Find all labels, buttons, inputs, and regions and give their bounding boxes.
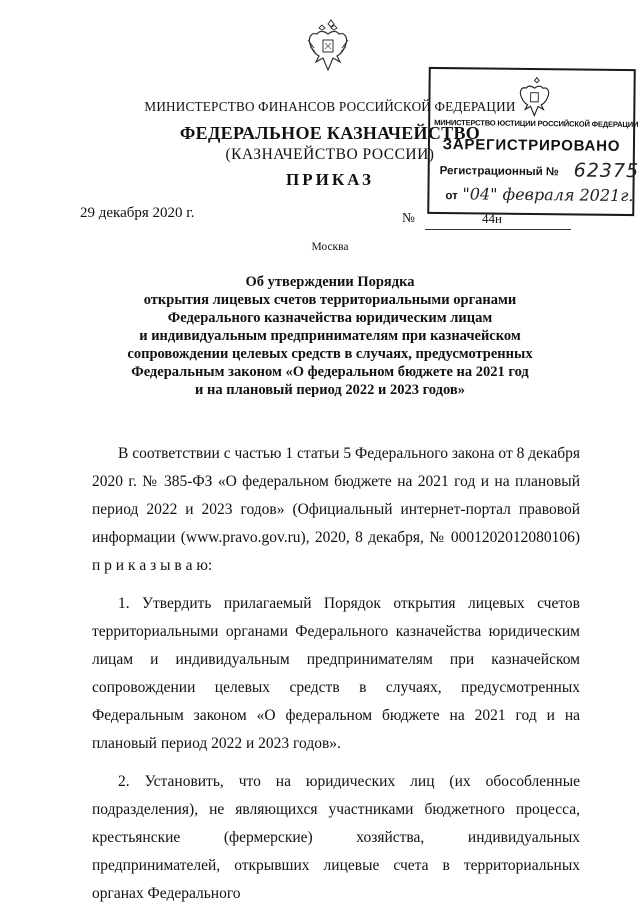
agency-short-name: (КАЗНАЧЕЙСТВО РОССИИ) — [225, 146, 435, 163]
ministry-name: МИНИСТЕРСТВО ФИНАНСОВ РОССИЙСКОЙ ФЕДЕРАЦИИ — [144, 99, 516, 114]
heading-line: открытия лицевых счетов территориальными органами — [143, 292, 517, 308]
stamp-registration-label: Регистрационный № — [439, 165, 559, 179]
document-heading — [90, 273, 570, 399]
heading-line: и на плановый период 2022 и 2023 годов» — [195, 382, 465, 398]
registration-stamp — [427, 67, 640, 216]
item-2-paragraph: 2. Установить, что на юридических лиц (их обособленные подразделения), не являющихся участниками бюджетного процесса, крестьянские (фермерские) хозяйства, индивидуальных предпринимателей, открывших лицевые счета в территориальных органах Федерального — [92, 773, 580, 902]
heading-line: Федеральным законом «О федеральном бюджете на 2021 год — [131, 364, 529, 380]
stamp-date-label: от — [445, 190, 458, 203]
stamp-status: ЗАРЕГИСТРИРОВАНО — [442, 136, 621, 155]
heading-line: Федерального казначейства юридическим лицам — [167, 310, 493, 326]
heading-line: и индивидуальным предпринимателям при казначейском — [139, 328, 521, 344]
agency-name: ФЕДЕРАЛЬНОЕ КАЗНАЧЕЙСТВО — [179, 123, 481, 143]
stamp-date-value: "04" февраля 2021г. — [462, 184, 634, 206]
city: Москва — [311, 241, 349, 253]
order-date: 29 декабря 2020 г. — [80, 205, 195, 221]
document-body — [92, 440, 580, 916]
stamp-emblem-icon — [516, 76, 552, 120]
coat-of-arms-emblem — [305, 18, 351, 76]
heading-line: Об утверждении Порядка — [245, 274, 415, 290]
preamble-paragraph: В соответствии с частью 1 статьи 5 Федерального закона от 8 декабря 2020 г. № 385-ФЗ «О федеральном бюджете на 2021 год и на плановый период 2022 и 2023 годов» (Официальный интернет-портал правовой информации (www.pravo.gov.ru), 2020, 8 декабря, № 0001202012080106) п р и к а з ы в а ю: — [92, 445, 580, 574]
order-number-label: № — [402, 210, 415, 225]
order-number-underline — [425, 229, 571, 230]
heading-line: сопровождении целевых средств в случаях, предусмотренных — [127, 346, 533, 362]
stamp-ministry-name: МИНИСТЕРСТВО ЮСТИЦИИ РОССИЙСКОЙ ФЕДЕРАЦИИ — [434, 117, 639, 130]
item-1-paragraph: 1. Утвердить прилагаемый Порядок открытия лицевых счетов территориальными органами Федерального казначейства юридическим лицам и индивидуальным предпринимателям при казначейском сопровождении целевых средств в случаях, предусмотренных Федеральным законом «О федеральном бюджете на 2021 год и на плановый период 2022 и 2023 годов». — [92, 595, 580, 752]
stamp-registration-number: 62375 — [573, 159, 640, 183]
order-number: 44н — [482, 211, 502, 226]
document-type: ПРИКАЗ — [286, 170, 374, 189]
